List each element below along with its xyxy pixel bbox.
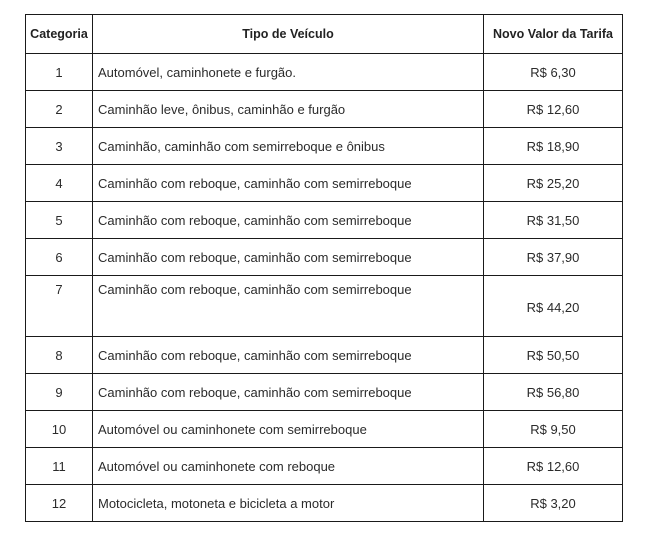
cell-tipo-veiculo: Caminhão leve, ônibus, caminhão e furgão: [93, 91, 484, 128]
cell-tipo-veiculo: Automóvel ou caminhonete com reboque: [93, 448, 484, 485]
cell-tipo-veiculo: Caminhão com reboque, caminhão com semirreboque: [93, 337, 484, 374]
table-row: [26, 91, 623, 128]
cell-tipo-veiculo: Caminhão com reboque, caminhão com semirreboque: [93, 239, 484, 276]
cell-categoria: 12: [26, 485, 93, 522]
table-row: [26, 276, 623, 337]
cell-valor: R$ 18,90: [484, 128, 623, 165]
cell-tipo-veiculo: Automóvel, caminhonete e furgão.: [93, 54, 484, 91]
cell-valor: R$ 6,30: [484, 54, 623, 91]
cell-valor: R$ 31,50: [484, 202, 623, 239]
cell-tipo-veiculo: Caminhão com reboque, caminhão com semirreboque: [93, 276, 484, 337]
cell-categoria: 4: [26, 165, 93, 202]
table-row: [26, 239, 623, 276]
cell-categoria: 10: [26, 411, 93, 448]
cell-categoria: 7: [26, 276, 93, 337]
cell-valor: R$ 25,20: [484, 165, 623, 202]
table-row: [26, 337, 623, 374]
cell-valor: R$ 37,90: [484, 239, 623, 276]
cell-valor: R$ 12,60: [484, 91, 623, 128]
table-header-row: [26, 15, 623, 54]
header-categoria: Categoria: [26, 15, 93, 54]
table-row: [26, 485, 623, 522]
cell-tipo-veiculo: Caminhão com reboque, caminhão com semirreboque: [93, 374, 484, 411]
table-row: [26, 202, 623, 239]
header-tipo-veiculo: Tipo de Veículo: [93, 15, 484, 54]
tariff-table: [25, 14, 623, 522]
table-row: [26, 128, 623, 165]
cell-categoria: 11: [26, 448, 93, 485]
cell-tipo-veiculo: Motocicleta, motoneta e bicicleta a motor: [93, 485, 484, 522]
header-novo-valor: Novo Valor da Tarifa: [484, 15, 623, 54]
cell-categoria: 8: [26, 337, 93, 374]
cell-categoria: 2: [26, 91, 93, 128]
cell-valor: R$ 9,50: [484, 411, 623, 448]
cell-categoria: 3: [26, 128, 93, 165]
table-row: [26, 374, 623, 411]
cell-valor: R$ 3,20: [484, 485, 623, 522]
cell-valor: R$ 56,80: [484, 374, 623, 411]
cell-categoria: 5: [26, 202, 93, 239]
cell-tipo-veiculo: Caminhão com reboque, caminhão com semirreboque: [93, 165, 484, 202]
table-row: [26, 165, 623, 202]
table-row: [26, 448, 623, 485]
cell-categoria: 9: [26, 374, 93, 411]
cell-tipo-veiculo: Automóvel ou caminhonete com semirreboque: [93, 411, 484, 448]
cell-tipo-veiculo: Caminhão, caminhão com semirreboque e ônibus: [93, 128, 484, 165]
cell-categoria: 1: [26, 54, 93, 91]
cell-valor: R$ 50,50: [484, 337, 623, 374]
cell-categoria: 6: [26, 239, 93, 276]
cell-tipo-veiculo: Caminhão com reboque, caminhão com semirreboque: [93, 202, 484, 239]
table-row: [26, 411, 623, 448]
cell-valor: R$ 12,60: [484, 448, 623, 485]
table-row: [26, 54, 623, 91]
cell-valor: R$ 44,20: [484, 276, 623, 337]
